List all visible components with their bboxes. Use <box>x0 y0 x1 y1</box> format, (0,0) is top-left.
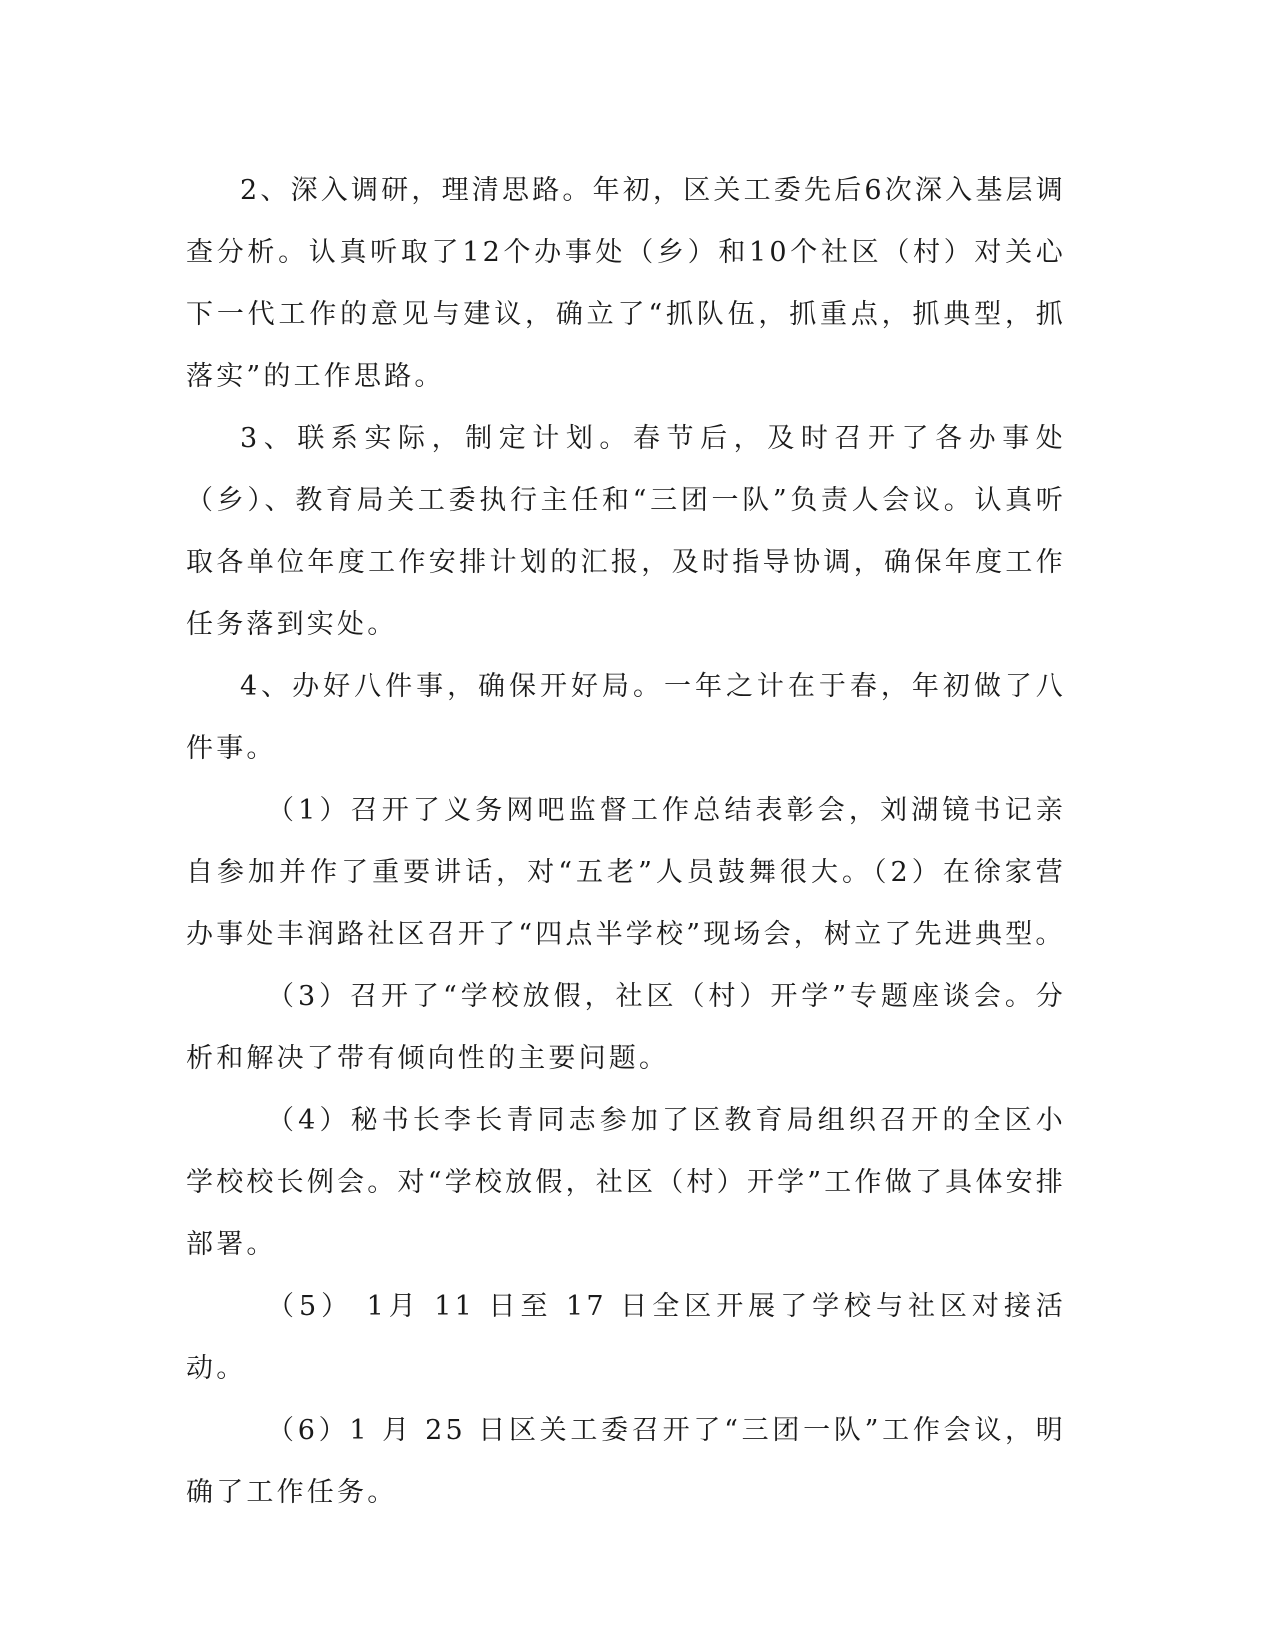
paragraph-item-2: 2、深入调研，理清思路。年初，区关工委先后6次深入基层调查分析。认真听取了12个办事处（乡）和10个社区（村）对关心下一代工作的意见与建议，确立了“抓队伍，抓重点，抓典型，抓落实”的工作思路。 <box>186 175 1066 392</box>
paragraph-item-3: 3、联系实际，制定计划。春节后，及时召开了各办事处（乡）、教育局关工委执行主任和“三团一队”负责人会议。认真听取各单位年度工作安排计划的汇报，及时指导协调，确保年度工作任务落到实处。 <box>186 423 1066 640</box>
document-body <box>186 160 1066 1524</box>
paragraph-subitem-3: （3）召开了“学校放假，社区（村）开学”专题座谈会。分析和解决了带有倾向性的主要问题。 <box>186 981 1066 1074</box>
paragraph-item-4: 4、办好八件事，确保开好局。一年之计在于春，年初做了八件事。 <box>186 671 1066 764</box>
paragraph-subitem-1-2: （1）召开了义务网吧监督工作总结表彰会，刘湖镜书记亲自参加并作了重要讲话，对“五老”人员鼓舞很大。（2）在徐家营办事处丰润路社区召开了“四点半学校”现场会，树立了先进典型。 <box>186 795 1066 950</box>
paragraph-subitem-4: （4）秘书长李长青同志参加了区教育局组织召开的全区小学校校长例会。对“学校放假，社区（村）开学”工作做了具体安排部署。 <box>186 1105 1066 1260</box>
paragraph-subitem-5: （5） 1月 11 日至 17 日全区开展了学校与社区对接活动。 <box>186 1291 1066 1384</box>
paragraph-subitem-6: （6）1 月 25 日区关工委召开了“三团一队”工作会议，明确了工作任务。 <box>186 1415 1066 1508</box>
